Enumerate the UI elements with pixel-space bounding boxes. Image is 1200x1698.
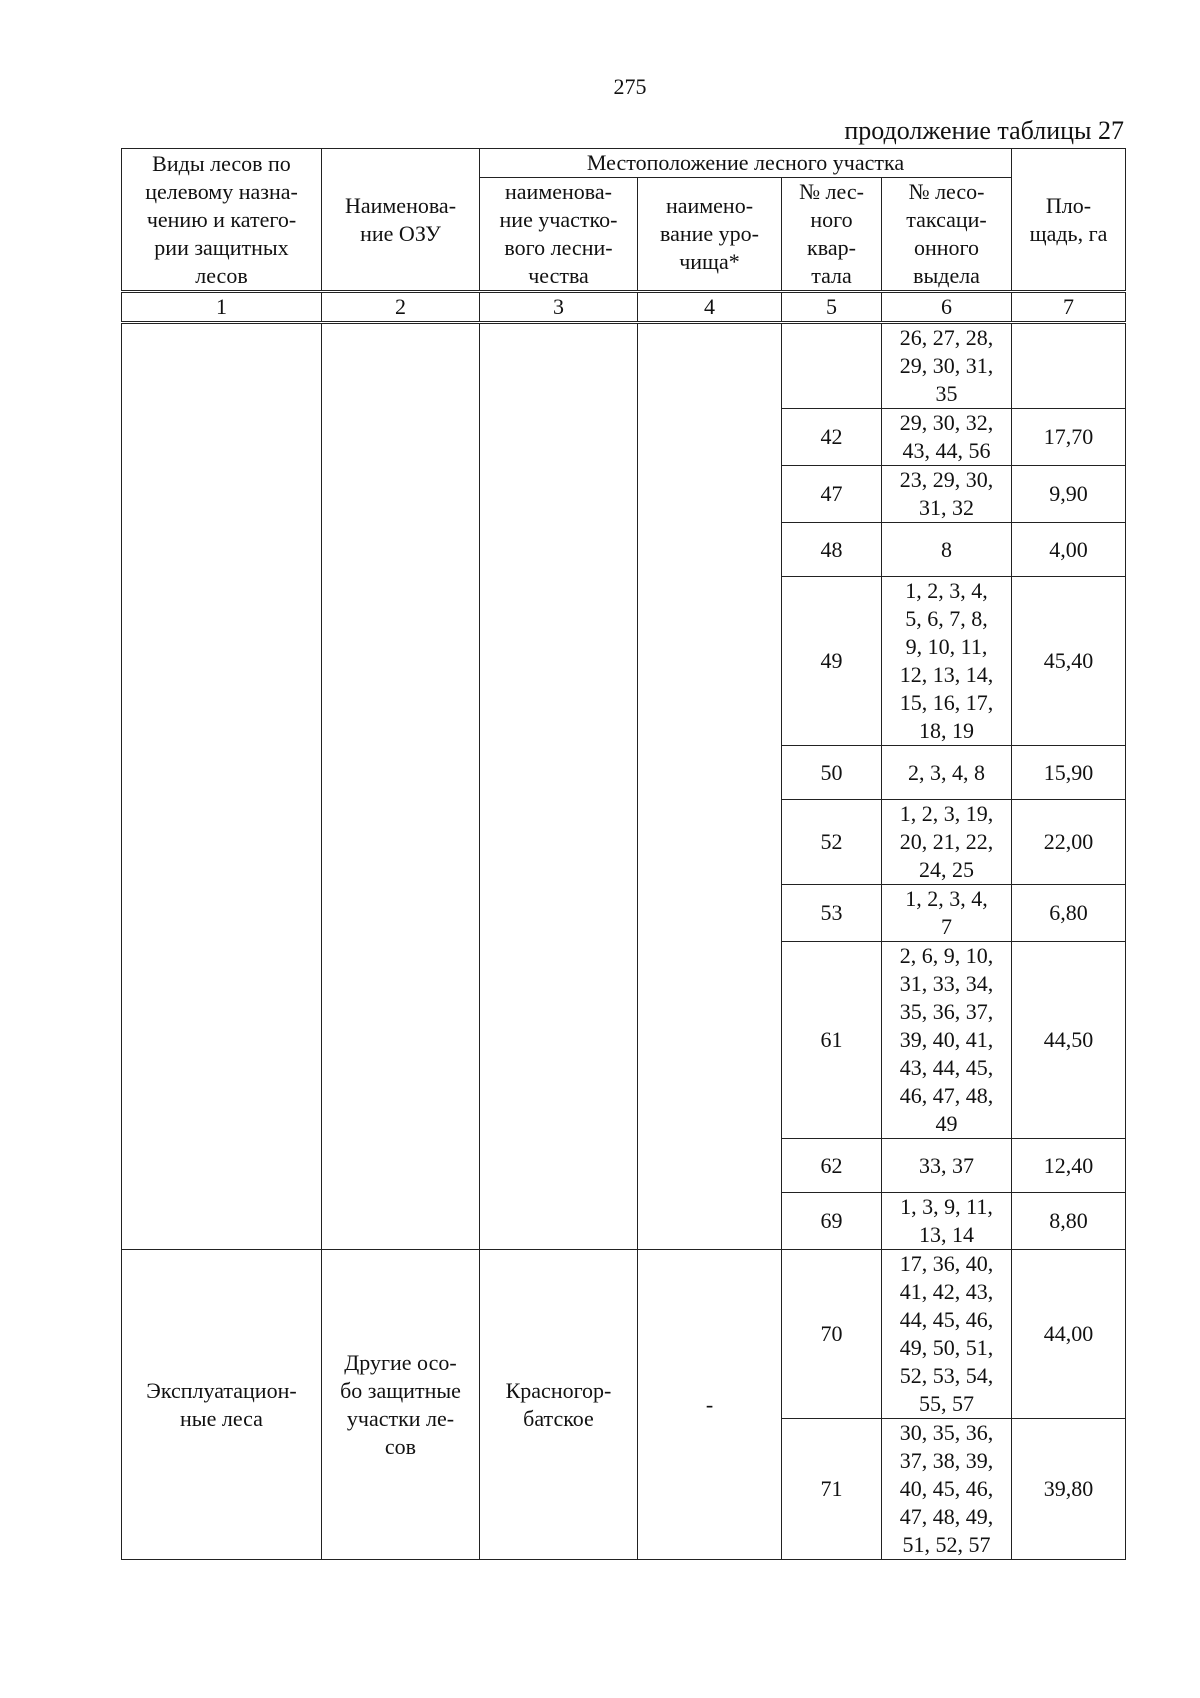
area-cell: 4,00	[1012, 523, 1126, 577]
area-cell: 39,80	[1012, 1419, 1126, 1560]
plot-cell: 2, 3, 4, 8	[882, 746, 1012, 800]
header-quarter: № лес- ного квар- тала	[782, 178, 882, 292]
district-cell: Красногор- батское	[480, 1250, 638, 1560]
plot-cell: 1, 3, 9, 11, 13, 14	[882, 1193, 1012, 1250]
forest-table	[121, 148, 1126, 1560]
tract-cell: -	[638, 1250, 782, 1560]
area-cell	[1012, 323, 1126, 409]
area-cell: 44,50	[1012, 942, 1126, 1139]
table-continuation-caption: продолжение таблицы 27	[844, 116, 1124, 145]
page-number: 275	[613, 74, 647, 99]
quarter-cell	[782, 323, 882, 409]
quarter-cell: 61	[782, 942, 882, 1139]
plot-cell: 29, 30, 32, 43, 44, 56	[882, 409, 1012, 466]
header-district: наименова- ние участко- вого лесни- чества	[480, 178, 638, 292]
quarter-cell: 53	[782, 885, 882, 942]
area-cell: 9,90	[1012, 466, 1126, 523]
header-plot: № лесо- таксаци- онного выдела	[882, 178, 1012, 292]
area-cell: 44,00	[1012, 1250, 1126, 1419]
tract-cell	[638, 323, 782, 1250]
quarter-cell: 48	[782, 523, 882, 577]
table-body	[122, 323, 1126, 1560]
header-location-group: Местоположение лесного участка	[480, 149, 1012, 178]
plot-cell: 23, 29, 30, 31, 32	[882, 466, 1012, 523]
area-cell: 22,00	[1012, 800, 1126, 885]
column-number: 2	[322, 292, 480, 323]
plot-cell: 8	[882, 523, 1012, 577]
quarter-cell: 47	[782, 466, 882, 523]
plot-cell: 17, 36, 40, 41, 42, 43, 44, 45, 46, 49, 50, 51, 52, 53, 54, 55, 57	[882, 1250, 1012, 1419]
quarter-cell: 42	[782, 409, 882, 466]
column-number: 1	[122, 292, 322, 323]
ozu-name-cell	[322, 323, 480, 1250]
area-cell: 15,90	[1012, 746, 1126, 800]
plot-cell: 26, 27, 28, 29, 30, 31, 35	[882, 323, 1012, 409]
header-tract: наимено- вание уро- чища*	[638, 178, 782, 292]
area-cell: 17,70	[1012, 409, 1126, 466]
header-ozu-name: Наименова- ние ОЗУ	[322, 149, 480, 292]
area-cell: 6,80	[1012, 885, 1126, 942]
plot-cell: 1, 2, 3, 4, 7	[882, 885, 1012, 942]
header-forest-type: Виды лесов по целевому назна- чению и катего- рии защитных лесов	[122, 149, 322, 292]
quarter-cell: 71	[782, 1419, 882, 1560]
area-cell: 45,40	[1012, 577, 1126, 746]
column-number: 5	[782, 292, 882, 323]
area-cell: 8,80	[1012, 1193, 1126, 1250]
column-number: 3	[480, 292, 638, 323]
table-row	[122, 323, 1126, 409]
plot-cell: 33, 37	[882, 1139, 1012, 1193]
area-cell: 12,40	[1012, 1139, 1126, 1193]
table-row	[122, 1250, 1126, 1419]
quarter-cell: 70	[782, 1250, 882, 1419]
quarter-cell: 49	[782, 577, 882, 746]
column-number: 7	[1012, 292, 1126, 323]
plot-cell: 1, 2, 3, 4, 5, 6, 7, 8, 9, 10, 11, 12, 13, 14, 15, 16, 17, 18, 19	[882, 577, 1012, 746]
plot-cell: 1, 2, 3, 19, 20, 21, 22, 24, 25	[882, 800, 1012, 885]
quarter-cell: 50	[782, 746, 882, 800]
column-numbers-row	[122, 292, 1126, 323]
header-area: Пло- щадь, га	[1012, 149, 1126, 292]
quarter-cell: 69	[782, 1193, 882, 1250]
column-number: 6	[882, 292, 1012, 323]
ozu-name-cell: Другие осо- бо защитные участки ле- сов	[322, 1250, 480, 1560]
forest-type-cell	[122, 323, 322, 1250]
quarter-cell: 62	[782, 1139, 882, 1193]
district-cell	[480, 323, 638, 1250]
forest-type-cell: Эксплуатацион- ные леса	[122, 1250, 322, 1560]
plot-cell: 2, 6, 9, 10, 31, 33, 34, 35, 36, 37, 39, 40, 41, 43, 44, 45, 46, 47, 48, 49	[882, 942, 1012, 1139]
quarter-cell: 52	[782, 800, 882, 885]
plot-cell: 30, 35, 36, 37, 38, 39, 40, 45, 46, 47, 48, 49, 51, 52, 57	[882, 1419, 1012, 1560]
column-number: 4	[638, 292, 782, 323]
